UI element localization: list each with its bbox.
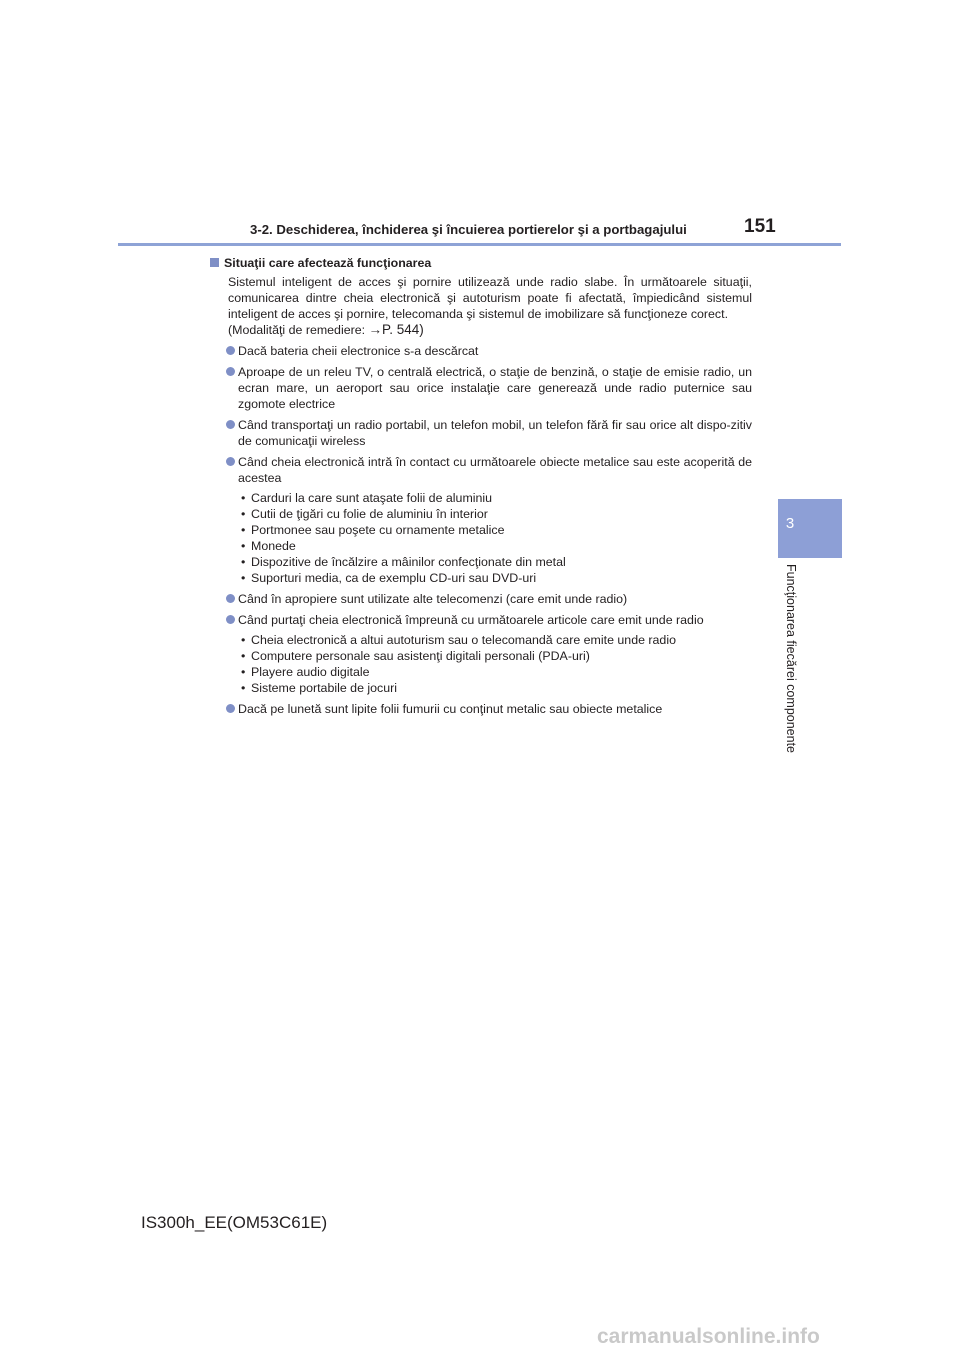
sub-list-item	[238, 522, 752, 538]
sub-bullet-mark: •	[241, 665, 246, 679]
circle-bullet-icon	[226, 615, 235, 624]
square-bullet-icon	[210, 258, 219, 267]
sub-list-item	[238, 506, 752, 522]
circle-bullet-icon	[226, 594, 235, 603]
sub-list-item-text: Monede	[251, 539, 296, 553]
sub-bullet-mark: •	[241, 523, 246, 537]
circle-bullet-icon	[226, 704, 235, 713]
list-item-text: Aproape de un releu TV, o centrală electrică, o staţie de benzină, o staţie de emisie radio, un ecran mare, un aeroport sau orice instalaţie care generează unde radio puternice sau zgomote electrice	[238, 365, 752, 411]
sub-list-item-text: Sisteme portabile de jocuri	[251, 681, 398, 695]
sub-bullet-mark: •	[241, 507, 246, 521]
list-item-text: Când purtaţi cheia electronică împreună cu următoarele articole care emit unde radio	[238, 613, 704, 627]
section-heading-text: Situaţii care afectează funcţionarea	[224, 256, 432, 270]
sub-list-item	[238, 570, 752, 586]
list-item-text: Dacă pe lunetă sunt lipite folii fumurii cu conţinut metalic sau obiecte metalice	[238, 702, 663, 716]
sub-list-item	[238, 632, 752, 648]
sub-list	[238, 632, 752, 696]
manual-code: IS300h_EE(OM53C61E)	[141, 1213, 328, 1232]
sub-list-item	[238, 554, 752, 570]
sub-list-item	[238, 648, 752, 664]
chapter-number: 3	[785, 515, 795, 532]
list-item-text: Dacă bateria cheii electronice s-a descărcat	[238, 344, 479, 358]
circle-bullet-icon	[226, 457, 235, 466]
sub-bullet-mark: •	[241, 633, 246, 647]
sub-list-item-text: Computere personale sau asistenţi digitali personali (PDA-uri)	[251, 649, 590, 663]
sub-list	[238, 490, 752, 586]
list-item	[210, 343, 752, 359]
intro-paragraph	[228, 274, 752, 338]
sub-list-item-text: Suporturi media, ca de exemplu CD-uri sau DVD-uri	[251, 571, 537, 585]
list-item	[210, 591, 752, 607]
sub-list-item-text: Playere audio digitale	[251, 665, 370, 679]
list-item-text: Când cheia electronică intră în contact cu următoarele obiecte metalice sau este acoperită de acestea	[238, 455, 752, 485]
list-item	[210, 701, 752, 717]
sub-list-item-text: Carduri la care sunt ataşate folii de aluminiu	[251, 491, 493, 505]
circle-bullet-icon	[226, 346, 235, 355]
circle-bullet-icon	[226, 420, 235, 429]
sub-list-item	[238, 664, 752, 680]
sub-bullet-mark: •	[241, 681, 246, 695]
watermark: carmanualsonline.info	[597, 1325, 820, 1348]
sub-list-item	[238, 490, 752, 506]
sub-list-item	[238, 680, 752, 696]
list-item	[210, 417, 752, 449]
running-header-title: 3-2. Deschiderea, închiderea şi încuierea portierelor şi a portbagajului	[250, 222, 687, 237]
sub-list-item-text: Cheia electronică a altui autoturism sau o telecomandă care emite unde radio	[251, 633, 676, 647]
sub-bullet-mark: •	[241, 491, 246, 505]
sub-bullet-mark: •	[241, 539, 246, 553]
sub-list-item-text: Cutii de ţigări cu folie de aluminiu în interior	[251, 507, 488, 521]
sub-bullet-mark: •	[241, 649, 246, 663]
sub-list-item-text: Portmonee sau poşete cu ornamente metalice	[251, 523, 505, 537]
sub-bullet-mark: •	[241, 571, 246, 585]
chapter-side-label: Funcţionarea fiecărei componente	[784, 564, 798, 754]
page-number: 151	[744, 216, 776, 237]
list-item-text: Când transportaţi un radio portabil, un telefon mobil, un telefon fără fir sau orice alt dispo-zitiv de comunicaţii wireless	[238, 418, 752, 448]
sub-bullet-mark: •	[241, 555, 246, 569]
intro-ref-prefix: (Modalităţi de remediere:	[228, 323, 369, 337]
header-divider	[118, 243, 841, 246]
list-item-text: Când în apropiere sunt utilizate alte telecomenzi (care emit unde radio)	[238, 592, 628, 606]
list-item	[210, 364, 752, 412]
intro-text: Sistemul inteligent de acces şi pornire utilizează unde radio slabe. În următoarele situaţii, comunicarea dintre cheia electronică şi autoturism poate fi afectată, împiedicând sistemul inteligent de acces şi pornire, telecomanda şi sistemul de imobilizare să funcţioneze corect.	[228, 275, 752, 321]
page-reference: →P. 544)	[368, 322, 424, 337]
chapter-tab	[778, 499, 842, 558]
sub-list-item-text: Dispozitive de încălzire a mâinilor confecţionate din metal	[251, 555, 566, 569]
page-content	[210, 255, 752, 717]
bullet-list	[210, 343, 752, 717]
sub-list-item	[238, 538, 752, 554]
list-item	[210, 454, 752, 586]
circle-bullet-icon	[226, 367, 235, 376]
list-item	[210, 612, 752, 696]
section-heading	[210, 255, 752, 271]
